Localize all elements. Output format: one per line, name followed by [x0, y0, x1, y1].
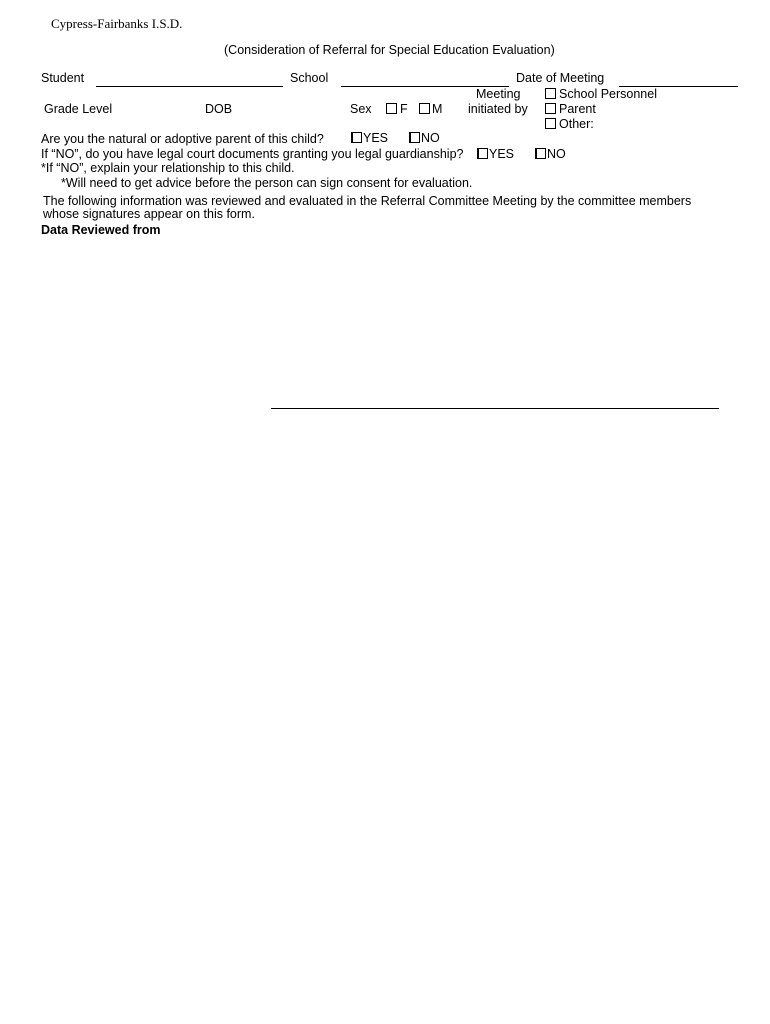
data-reviewed-line[interactable] [271, 408, 719, 409]
guardianship-yes-checkbox[interactable] [477, 148, 488, 159]
data-reviewed-heading: Data Reviewed from [41, 223, 161, 237]
initiated-by-label: initiated by [468, 102, 528, 116]
other-label: Other: [559, 117, 594, 131]
explain-relationship-note: *If “NO”, explain your relationship to this child. [41, 161, 295, 175]
guardianship-no-label: NO [547, 147, 566, 161]
other-checkbox[interactable] [545, 118, 556, 129]
parent-yes-checkbox[interactable] [351, 132, 362, 143]
guardianship-question: If “NO”, do you have legal court documents granting you legal guardianship? [41, 147, 464, 161]
sex-m-label: M [432, 102, 443, 116]
parent-question: Are you the natural or adoptive parent of this child? [41, 132, 324, 146]
guardianship-no-checkbox[interactable] [535, 148, 546, 159]
parent-checkbox[interactable] [545, 103, 556, 114]
date-of-meeting-label: Date of Meeting [516, 71, 605, 85]
parent-yes-label: YES [363, 131, 389, 145]
sex-f-label: F [400, 102, 408, 116]
parent-no-label: NO [421, 131, 440, 145]
parent-no-checkbox[interactable] [409, 132, 420, 143]
sex-label: Sex [350, 102, 372, 116]
district-name: Cypress-Fairbanks I.S.D. [51, 16, 183, 31]
meeting-label: Meeting [476, 87, 521, 101]
sex-m-checkbox[interactable] [419, 103, 430, 114]
school-personnel-label: School Personnel [559, 87, 657, 101]
school-personnel-checkbox[interactable] [545, 88, 556, 99]
sex-f-checkbox[interactable] [386, 103, 397, 114]
student-label: Student [41, 71, 85, 85]
school-label: School [290, 71, 329, 85]
statement-line-2: whose signatures appear on this form. [43, 207, 255, 221]
student-field[interactable] [96, 86, 283, 87]
grade-level-label: Grade Level [44, 102, 113, 116]
dob-label: DOB [205, 102, 233, 116]
guardianship-yes-label: YES [489, 147, 515, 161]
form-title: (Consideration of Referral for Special Education Evaluation) [224, 43, 555, 57]
advice-note: *Will need to get advice before the person can sign consent for evaluation. [61, 176, 473, 190]
statement-line-1: The following information was reviewed and evaluated in the Referral Committee Meeting by the committee members [43, 194, 692, 208]
parent-label: Parent [559, 102, 596, 116]
